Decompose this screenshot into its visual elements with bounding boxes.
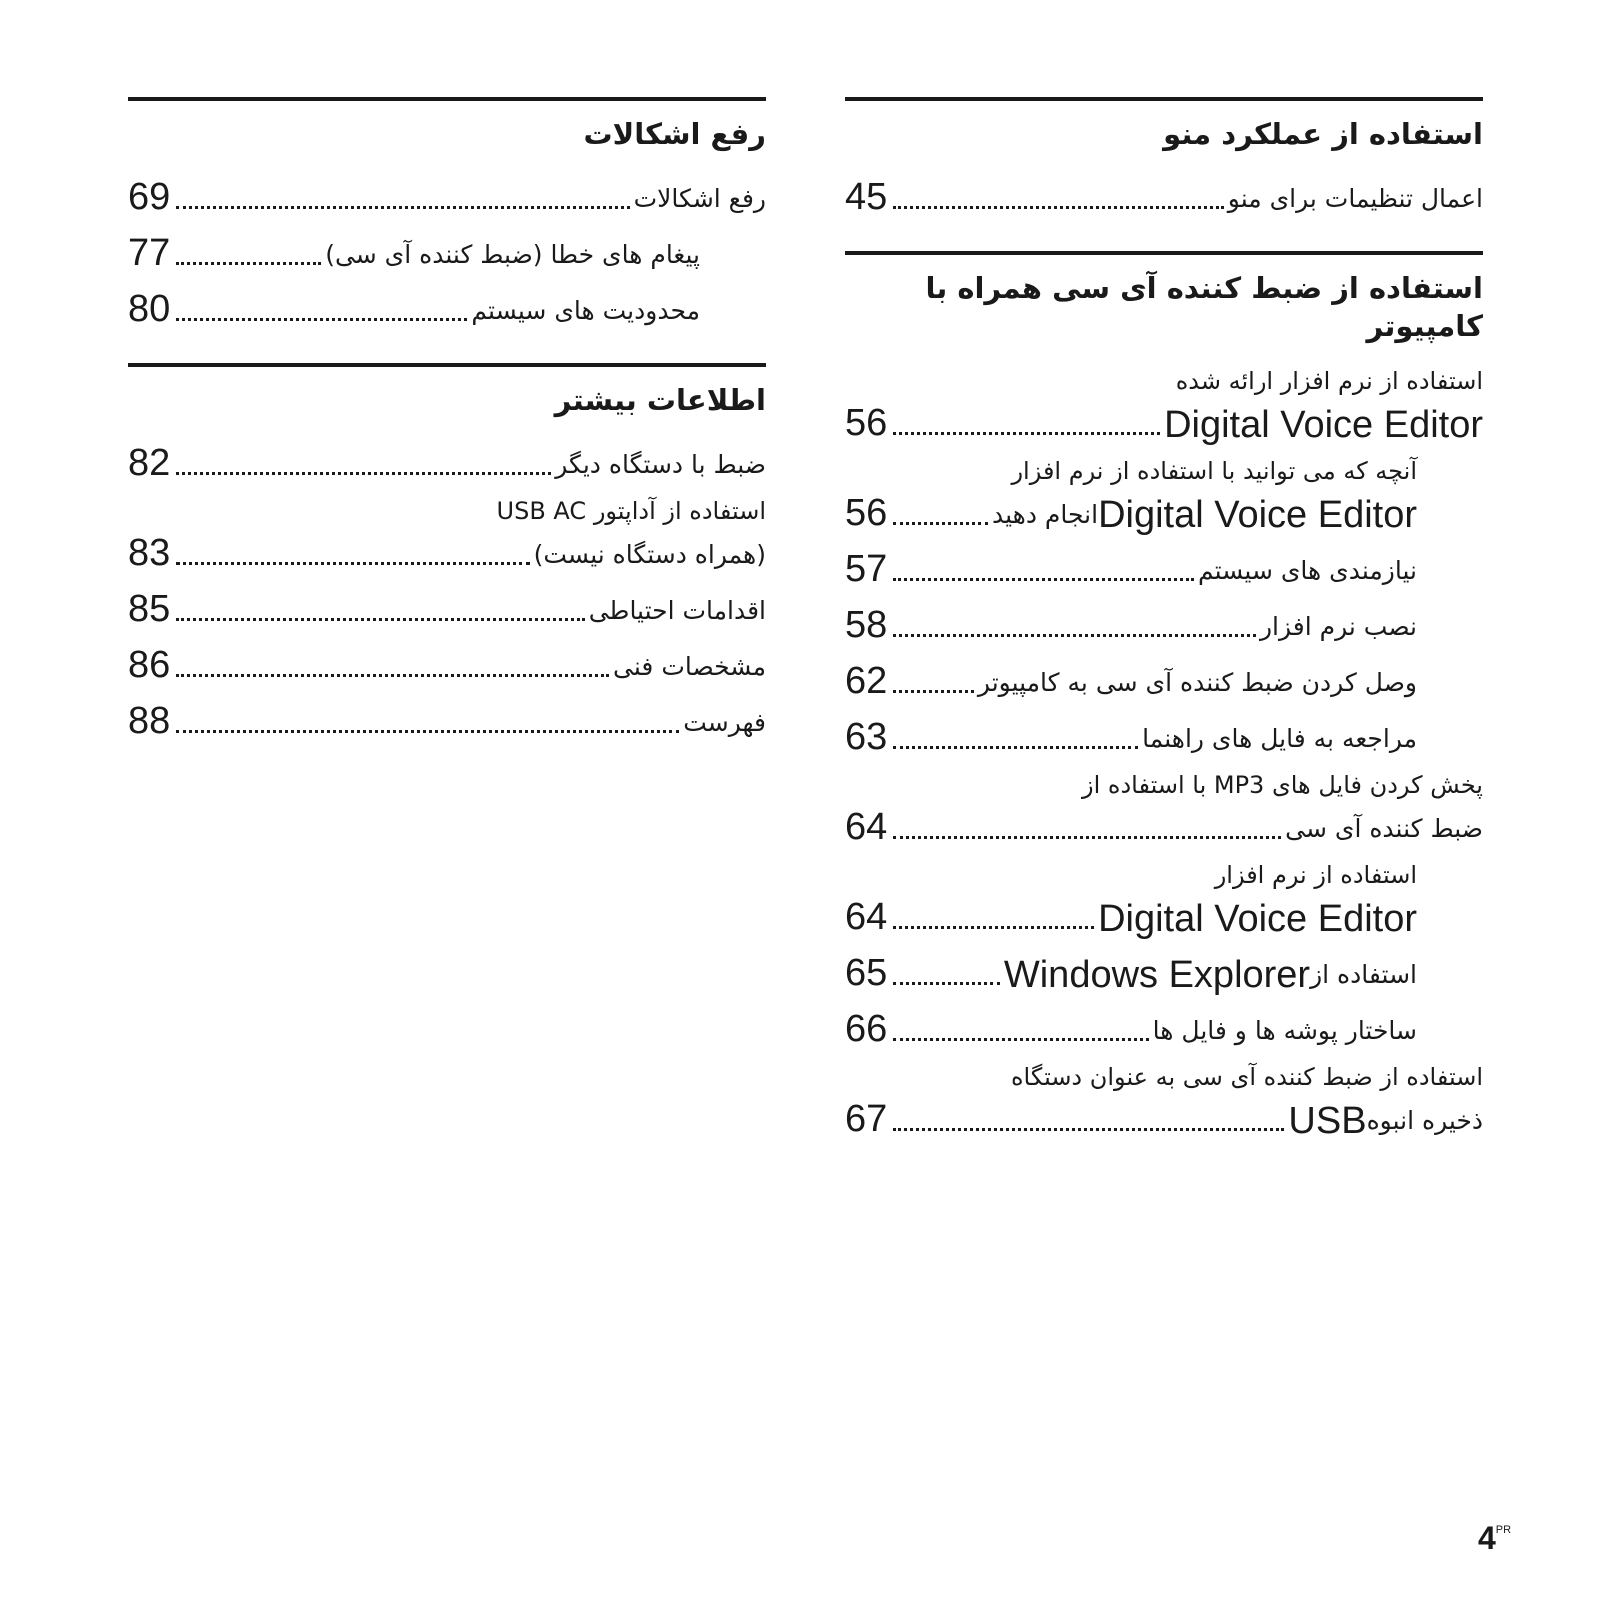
toc-entry[interactable] [845,365,1483,445]
page-ref: 65 [845,952,888,994]
toc-section-more-info [128,363,766,743]
entry-text: نصب نرم افزار [1259,612,1417,641]
entry-text: مشخصات فنی [613,652,766,681]
dot-leader [893,522,988,525]
section-rule [845,97,1483,101]
page-ref: 69 [128,176,171,218]
page-ref: 64 [845,806,888,848]
dot-leader [893,746,1138,749]
section-title: استفاده از عملکرد منو [1163,117,1483,151]
entry-text: (همراه دستگاه نیست) [533,540,766,569]
page-ref: 58 [845,604,888,646]
dot-leader [176,674,609,677]
page-ref: 85 [128,588,171,630]
page-ref: 86 [128,644,171,686]
entry-en-text: Digital Voice Editor [1164,404,1483,446]
page-ref: 83 [128,532,171,574]
page-ref: 63 [845,716,888,758]
page-number-value: 4 [1478,1520,1496,1556]
toc-entry[interactable] [845,859,1417,939]
page-ref: 45 [845,176,888,218]
section-title: استفاده از ضبط کننده آی سی همراه با کامپیوتر [925,271,1483,343]
dot-leader [176,562,529,565]
toc-section-troubleshooting [128,97,766,331]
entry-text: فهرست [683,708,766,737]
page-ref: 82 [128,442,171,484]
dot-leader [893,1128,1284,1131]
entry-top-text: پخش کردن فایل های MP3 با استفاده از [1082,771,1483,799]
entry-top-text: آنچه که می توانید با استفاده از نرم افزار [1011,457,1417,485]
entry-text: ضبط کننده آی سی [1285,814,1483,843]
entry-text: ساختار پوشه ها و فایل ها [1152,1016,1417,1045]
page-ref: 88 [128,700,171,742]
dot-leader [893,836,1281,839]
page-ref: 66 [845,1008,888,1050]
toc-entry[interactable] [845,455,1417,535]
dot-leader [176,318,467,321]
toc-entry[interactable] [845,769,1483,849]
page-ref: 64 [845,896,888,938]
page-ref: 62 [845,660,888,702]
toc-entry[interactable] [128,173,766,219]
toc-section-menu [845,97,1483,219]
toc-entry[interactable] [845,1061,1483,1141]
page-number-suffix: PR [1495,1524,1512,1536]
entry-en-text: USB [1288,1100,1367,1142]
entry-text: اقدامات احتیاطی [588,596,766,625]
toc-right-column [845,97,1483,1173]
toc-entry[interactable] [845,173,1483,219]
toc-entry[interactable] [845,601,1417,647]
dot-leader [893,634,1256,637]
section-rule [845,251,1483,255]
page-ref: 77 [128,232,171,274]
entry-text: نیازمندی های سیستم [1197,556,1417,585]
page-number [1478,1520,1511,1557]
section-rule [128,97,766,101]
toc-entry[interactable] [128,439,766,485]
page-ref: 57 [845,548,888,590]
entry-en-text: Digital Voice Editor [1098,898,1417,940]
entry-en-text: Digital Voice Editor [1098,494,1417,536]
entry-text: محدودیت های سیستم [471,296,700,325]
toc-entry[interactable] [845,657,1417,703]
toc-entry[interactable] [128,229,700,275]
entry-text: استفاده از [1310,960,1417,989]
toc-entry[interactable] [845,1005,1417,1051]
entry-text: مراجعه به فایل های راهنما [1142,724,1417,753]
dot-leader [893,982,1000,985]
page-ref: 80 [128,288,171,330]
page-ref: 56 [845,492,888,534]
dot-leader [176,618,584,621]
section-title: اطلاعات بیشتر [554,383,766,417]
toc-section-computer [845,251,1483,1141]
toc-entry[interactable] [845,545,1417,591]
toc-entry[interactable] [128,585,766,631]
dot-leader [893,206,1224,209]
page-ref: 67 [845,1098,888,1140]
entry-text: ضبط با دستگاه دیگر [555,450,766,479]
dot-leader [893,1038,1148,1041]
toc-entry[interactable] [128,641,766,687]
dot-leader [176,262,321,265]
entry-text: ذخیره انبوه [1366,1106,1483,1135]
entry-text: انجام دهید [991,500,1099,529]
toc-entry[interactable] [845,713,1417,759]
toc-entry[interactable] [128,285,700,331]
toc-entry[interactable] [845,949,1417,995]
entry-top-text: استفاده از نرم افزار [1214,861,1417,889]
toc-left-column [128,97,766,775]
entry-text: وصل کردن ضبط کننده آی سی به کامپیوتر [977,668,1417,697]
section-title: رفع اشکالات [583,117,766,151]
entry-text: رفع اشکالات [633,184,766,213]
dot-leader [176,206,629,209]
dot-leader [893,926,1094,929]
entry-top-text: استفاده از ضبط کننده آی سی به عنوان دستگاه [1010,1063,1483,1091]
dot-leader [893,690,974,693]
dot-leader [893,578,1194,581]
dot-leader [176,472,551,475]
toc-entry[interactable] [128,495,766,575]
entry-en-text: Windows Explorer [1003,954,1311,996]
entry-top-text: استفاده از آداپتور USB AC [496,497,766,525]
dot-leader [176,730,679,733]
entry-top-text: استفاده از نرم افزار ارائه شده [1175,367,1483,395]
toc-entry[interactable] [128,697,766,743]
entry-text: اعمال تنظیمات برای منو [1227,184,1483,213]
section-rule [128,363,766,367]
page-ref: 56 [845,402,888,444]
entry-text: پیغام های خطا (ضبط کننده آی سی) [325,240,700,269]
dot-leader [893,432,1160,435]
